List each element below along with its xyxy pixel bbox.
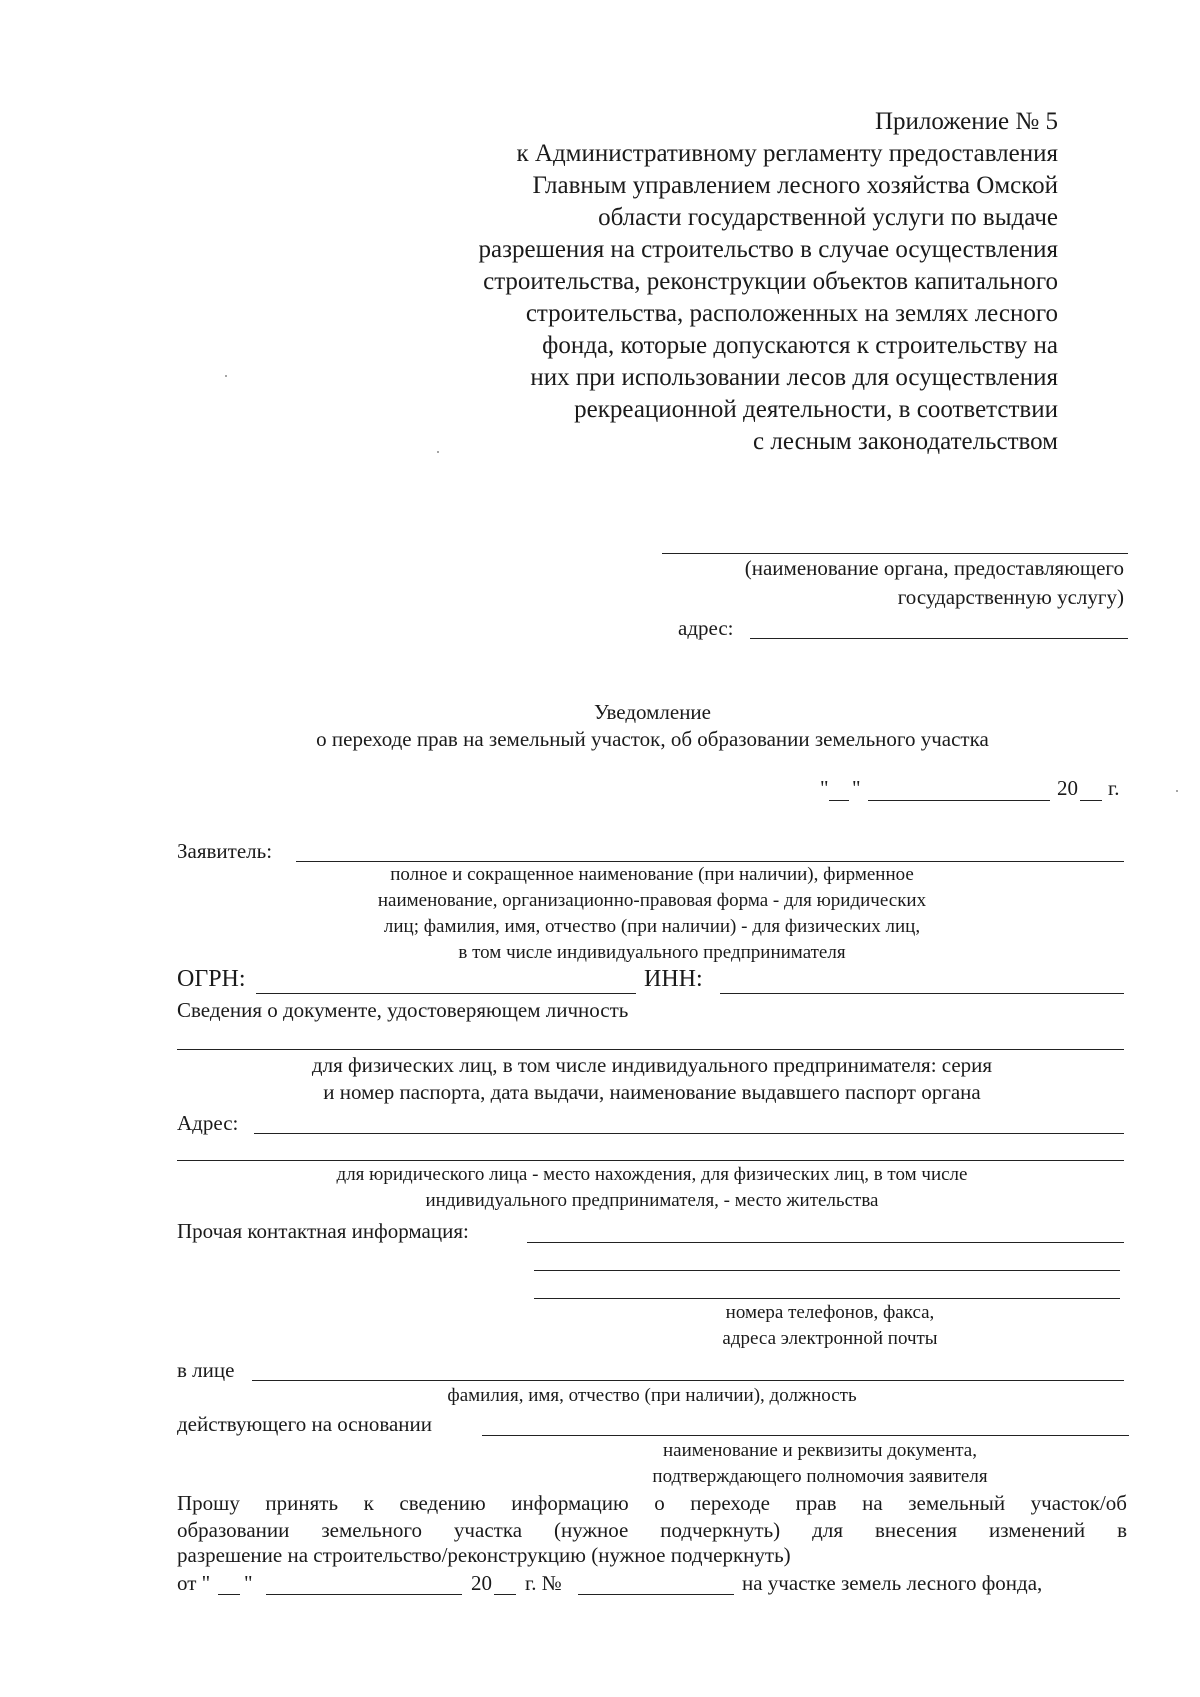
applicant-caption: в том числе индивидуального предпринимателя — [458, 942, 846, 963]
inn-label: ИНН: — [644, 966, 703, 992]
contacts-field[interactable] — [527, 1242, 1124, 1243]
organ-caption: государственную услугу) — [897, 585, 1124, 609]
representative-field[interactable] — [252, 1380, 1124, 1381]
date-day-field[interactable] — [829, 800, 849, 801]
appendix-line: разрешения на строительство в случае осуществления — [478, 236, 1058, 263]
date-year-prefix: 20 — [1057, 776, 1078, 800]
document-title: Уведомление — [593, 700, 711, 724]
request-year-prefix: 20 — [471, 1571, 492, 1595]
applicant-label: Заявитель: — [177, 839, 273, 863]
appendix-line: строительства, расположенных на землях лесного — [525, 300, 1058, 327]
appendix-line: рекреационной деятельности, в соответствии — [574, 396, 1058, 423]
address-label: адрес: — [678, 616, 734, 640]
identity-caption: для физических лиц, в том числе индивидуального предпринимателя: серия — [311, 1053, 993, 1077]
contacts-field-3[interactable] — [534, 1298, 1120, 1299]
contacts-caption: номера телефонов, факса, — [725, 1302, 935, 1323]
appendix-header — [479, 106, 1058, 458]
organ-address-field[interactable] — [750, 638, 1128, 639]
scan-speck — [437, 451, 439, 453]
appendix-line: области государственной услуги по выдаче — [598, 204, 1058, 231]
date-quote-close: " — [852, 776, 861, 800]
contacts-caption: адреса электронной почты — [722, 1328, 938, 1349]
request-day-field[interactable] — [218, 1594, 240, 1595]
address-field-2[interactable] — [177, 1160, 1124, 1161]
ogrn-label: ОГРН: — [177, 966, 246, 992]
applicant-caption: лиц; фамилия, имя, отчество (при наличии) - для физических лиц, — [383, 916, 921, 937]
scan-speck — [1176, 790, 1178, 792]
basis-caption: подтверждающего полномочия заявителя — [652, 1466, 988, 1487]
appendix-line: Приложение № 5 — [874, 108, 1058, 135]
request-line: разрешение на строительство/реконструкцию (нужное подчеркнуть) — [177, 1543, 791, 1567]
organ-name-field[interactable] — [662, 553, 1128, 554]
contacts-label: Прочая контактная информация: — [177, 1219, 469, 1243]
applicant-field[interactable] — [296, 861, 1124, 862]
request-line: Прошу принять к сведению информацию о переходе прав на земельный участок/об — [177, 1491, 1127, 1515]
request-number-field[interactable] — [578, 1594, 734, 1595]
representative-label: в лице — [177, 1358, 235, 1382]
basis-caption: наименование и реквизиты документа, — [662, 1440, 977, 1461]
request-line: образовании земельного участка (нужное подчеркнуть) для внесения изменений в — [177, 1518, 1127, 1542]
inn-field[interactable] — [720, 993, 1124, 994]
request-tail: на участке земель лесного фонда, — [742, 1571, 1043, 1595]
organ-caption: (наименование органа, предоставляющего — [744, 556, 1124, 580]
request-year-field[interactable] — [494, 1594, 516, 1595]
ogrn-field[interactable] — [256, 993, 636, 994]
identity-caption: и номер паспорта, дата выдачи, наименование выдавшего паспорт органа — [323, 1080, 981, 1104]
address-caption: для юридического лица - место нахождения, для физических лиц, в том числе — [336, 1164, 968, 1185]
basis-field[interactable] — [482, 1435, 1129, 1436]
request-number-label: г. № — [525, 1571, 562, 1595]
appendix-line: Главным управлением лесного хозяйства Омской — [532, 172, 1058, 199]
date-month-field[interactable] — [868, 800, 1050, 801]
basis-label: действующего на основании — [177, 1412, 433, 1436]
applicant-caption: полное и сокращенное наименование (при наличии), фирменное — [390, 864, 914, 885]
address-label: Адрес: — [177, 1111, 239, 1135]
address-caption: индивидуального предпринимателя, - место жительства — [425, 1190, 879, 1211]
document-subtitle: о переходе прав на земельный участок, об образовании земельного участка — [316, 727, 989, 751]
date-quote-open: " — [820, 776, 829, 800]
request-from-label: от " — [177, 1571, 211, 1595]
contacts-field-2[interactable] — [534, 1270, 1120, 1271]
identity-label: Сведения о документе, удостоверяющем личность — [177, 998, 629, 1022]
appendix-line: фонда, которые допускаются к строительству на — [542, 332, 1058, 359]
scan-speck — [225, 375, 227, 377]
appendix-line: к Административному регламенту предоставления — [516, 140, 1058, 167]
applicant-caption: наименование, организационно-правовая форма - для юридических — [377, 890, 927, 911]
appendix-line: них при использовании лесов для осуществления — [530, 364, 1058, 391]
identity-field[interactable] — [177, 1049, 1124, 1050]
date-year-field[interactable] — [1080, 800, 1102, 801]
representative-caption: фамилия, имя, отчество (при наличии), должность — [447, 1385, 857, 1406]
address-field[interactable] — [254, 1133, 1124, 1134]
request-quote-close: " — [244, 1571, 253, 1595]
date-year-suffix: г. — [1108, 776, 1120, 800]
appendix-line: строительства, реконструкции объектов капитального — [483, 268, 1058, 295]
request-month-field[interactable] — [266, 1594, 462, 1595]
appendix-line: с лесным законодательством — [753, 428, 1058, 455]
